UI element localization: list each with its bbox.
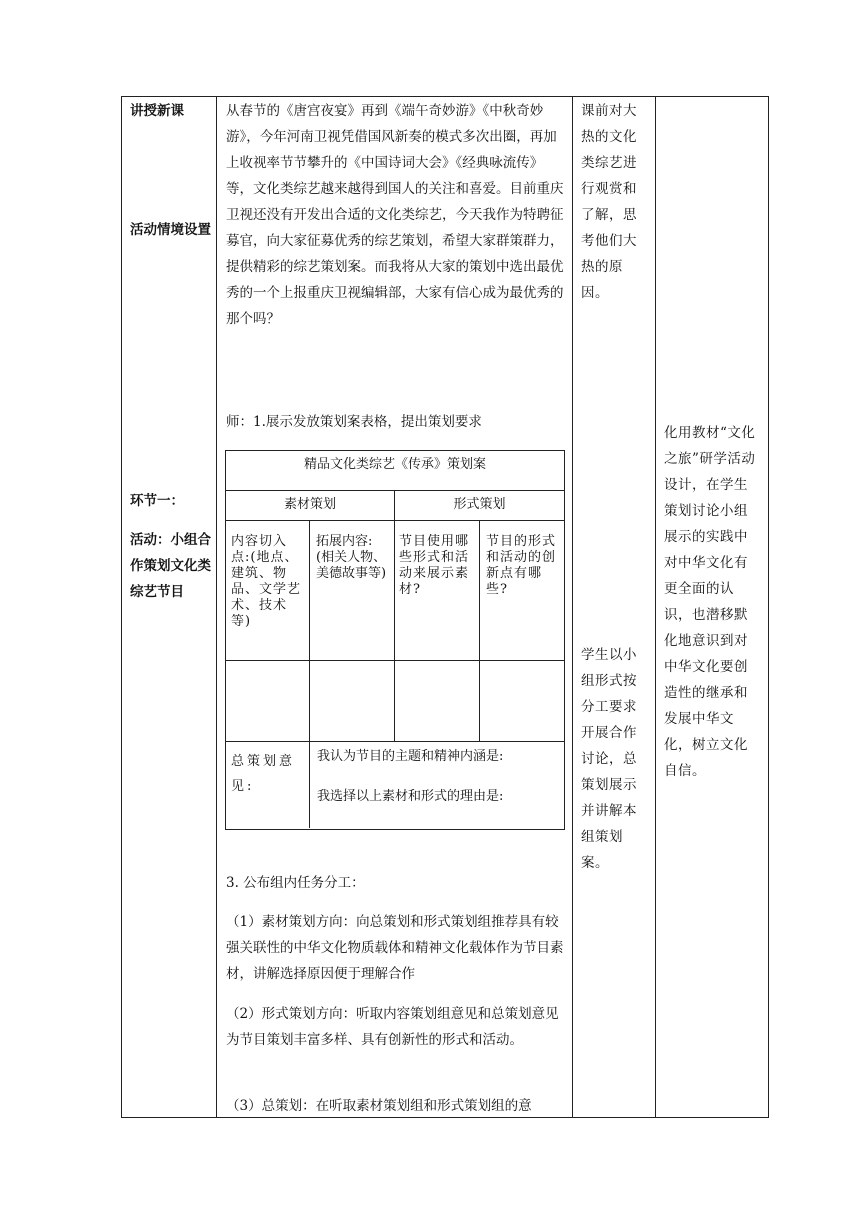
heading-activity-description: 活动：小组合作策划文化类综艺节目 (130, 532, 211, 600)
table-border-right (768, 97, 769, 1118)
summary-theme-prompt: 我认为节目的主题和精神内涵是: (317, 749, 504, 764)
task-chief-planner: （3）总策划：在听取素材策划组和形式策划组的意 (226, 1098, 532, 1114)
student-prep-text: 课前对大热的文化类综艺进行观赏和了解，思考他们大热的原因。 (581, 103, 637, 301)
summary-opinion-label: 总策划意见: (231, 754, 296, 794)
step-three-text: 3. 公布组内任务分工： (226, 875, 365, 891)
question-display-forms: 节目使用哪些形式和活动来展示素材? (399, 534, 470, 597)
material-planning-header: 素材策划 (283, 497, 336, 512)
planning-table-rule (394, 490, 395, 741)
table-top-border (121, 96, 769, 97)
planning-table-rule (225, 741, 565, 742)
intro-paragraph: 从春节的《唐宫夜宴》再到《端午奇妙游》《中秋奇妙游》，今年河南卫视凭借国风新奏的模式多次出圈，再加上收视率节节攀升的《中国诗词大会》《经典咏流传》等，文化类综艺越来越得到国人的关注和喜爱。目前重庆卫视还没有开发出合适的文化类综艺，今天我作为特聘征募官，向大家征募优秀的综艺策划，希望大家群策群力，提供精彩的综艺策划案。而我将从大家的策划中选出最优秀的一个上报重庆卫视编辑部，大家有信心成为最优秀的那个吗？ (226, 103, 564, 327)
table-divider-2 (572, 97, 573, 1118)
question-innovation-points: 节目的形式和活动的创新点有哪些? (486, 534, 557, 597)
heading-stage-one: 环节一： (130, 493, 184, 509)
heading-activity-context: 活动情境设置 (130, 222, 211, 238)
table-border-left (121, 97, 122, 1118)
design-intent-text: 化用教材“文化之旅”研学活动设计，在学生策划讨论小组展示的实践中对中华文化有更全面的认识，也潜移默化地意识到对中华文化要创造性的继承和发展中华文化，树立文化自信。 (664, 425, 756, 779)
task-form-direction: （2）形式策划方向：听取内容策划组意见和总策划意见为节目策划丰富多样、具有创新性的形式和活动。 (226, 1006, 559, 1048)
student-group-work-text: 学生以小组形式按分工要求开展合作讨论，总策划展示并讲解本组策划案。 (581, 647, 637, 871)
planning-table-rule (479, 520, 480, 741)
table-divider-1 (216, 97, 217, 1118)
task-material-direction: （1）素材策划方向：向总策划和形式策划组推荐具有较强关联性的中华文化物质载体和精神文化载体作为节目素材，讲解选择原因便于理解合作 (226, 914, 564, 982)
step-one-text: 师：1.展示发放策划案表格，提出策划要求 (226, 414, 482, 430)
summary-reason-prompt: 我选择以上素材和形式的理由是: (317, 789, 504, 804)
heading-new-lesson: 讲授新课 (130, 103, 184, 119)
planning-table-rule (225, 520, 565, 521)
question-content-entry: 内容切入点:(地点、建筑、物品、文学艺术、技术等) (231, 534, 302, 629)
question-extended-content: 拓展内容:(相关人物、美德故事等) (316, 534, 387, 581)
planning-table-rule (225, 660, 565, 661)
planning-table-rule (225, 490, 565, 491)
planning-table-rule (309, 520, 310, 828)
planning-table-title: 精品文化类综艺《传承》策划案 (303, 457, 486, 472)
form-planning-header: 形式策划 (453, 497, 506, 512)
table-divider-3 (655, 97, 656, 1118)
